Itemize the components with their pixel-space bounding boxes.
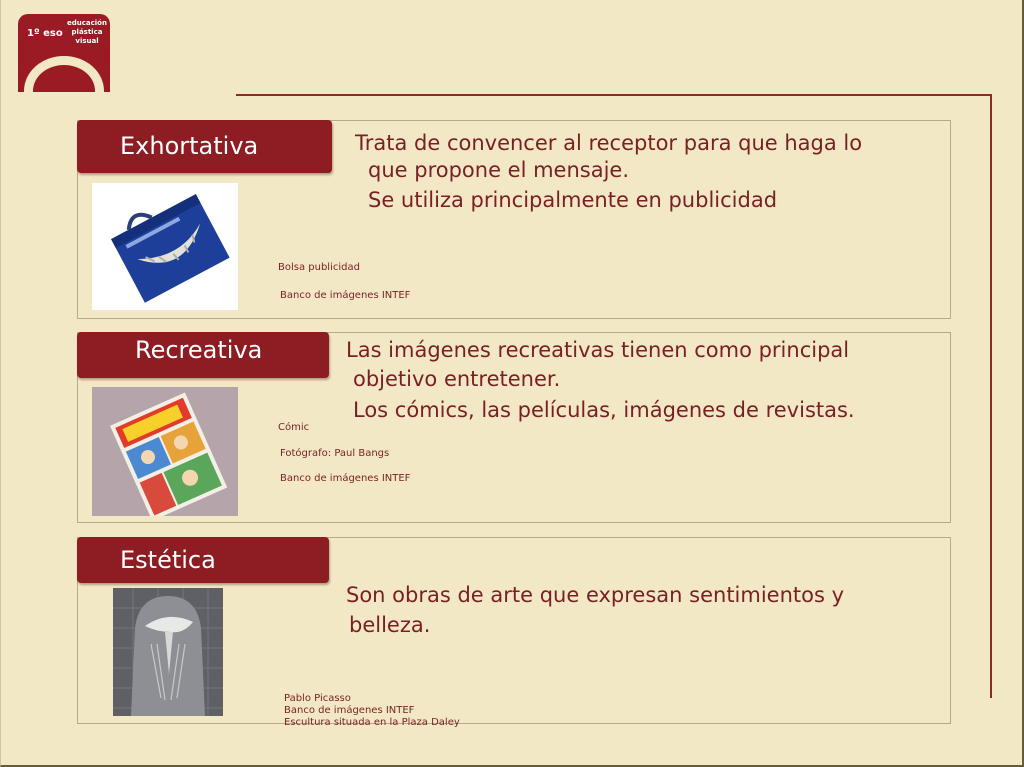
section-title: Exhortativa (120, 132, 259, 160)
logo-grade: 1º eso (27, 28, 63, 39)
image-caption: Fotógrafo: Paul Bangs (280, 448, 390, 459)
image-caption: Banco de imágenes INTEF (280, 290, 411, 301)
section-estetica (77, 537, 951, 728)
section-description (346, 580, 844, 640)
description-line: Las imágenes recreativas tienen como principal (346, 338, 850, 362)
logo-subject (64, 19, 110, 46)
description-line: objetivo entretener. (353, 367, 561, 391)
section-title: Recreativa (135, 336, 263, 364)
description-line: Son obras de arte que expresan sentimientos y (346, 583, 845, 607)
section-recreativa (77, 332, 951, 523)
description-line: Los cómics, las películas, imágenes de revistas. (353, 398, 855, 422)
image-caption: Bolsa publicidad (278, 262, 360, 273)
image-caption: Banco de imágenes INTEF (284, 705, 415, 716)
description-line: que propone el mensaje. (368, 158, 630, 182)
section-description (355, 130, 862, 214)
description-line: Trata de convencer al receptor para que haga lo (355, 131, 863, 155)
logo-subject-line: visual (75, 37, 99, 45)
sculpture-image (113, 588, 223, 716)
course-logo (18, 14, 110, 92)
section-title-tab (77, 537, 329, 583)
logo-subject-line: educación (67, 19, 107, 27)
logo-subject-line: plástica (71, 28, 103, 36)
section-description (346, 336, 855, 425)
section-title: Estética (120, 546, 216, 574)
comic-image (92, 387, 238, 516)
image-caption: Pablo Picasso (284, 693, 351, 704)
description-line: belleza. (349, 613, 431, 637)
logo-arc (24, 56, 104, 92)
description-line: Se utiliza principalmente en publicidad (368, 188, 778, 212)
section-title-tab (77, 332, 329, 378)
image-caption: Banco de imágenes INTEF (280, 473, 411, 484)
section-title-tab (77, 120, 332, 173)
bag-image (92, 183, 238, 310)
image-caption: Escultura situada en la Plaza Daley (284, 717, 460, 728)
decorative-right-line (990, 94, 992, 698)
decorative-top-line (236, 94, 992, 96)
section-exhortativa (77, 120, 951, 319)
image-caption: Cómic (278, 422, 310, 433)
